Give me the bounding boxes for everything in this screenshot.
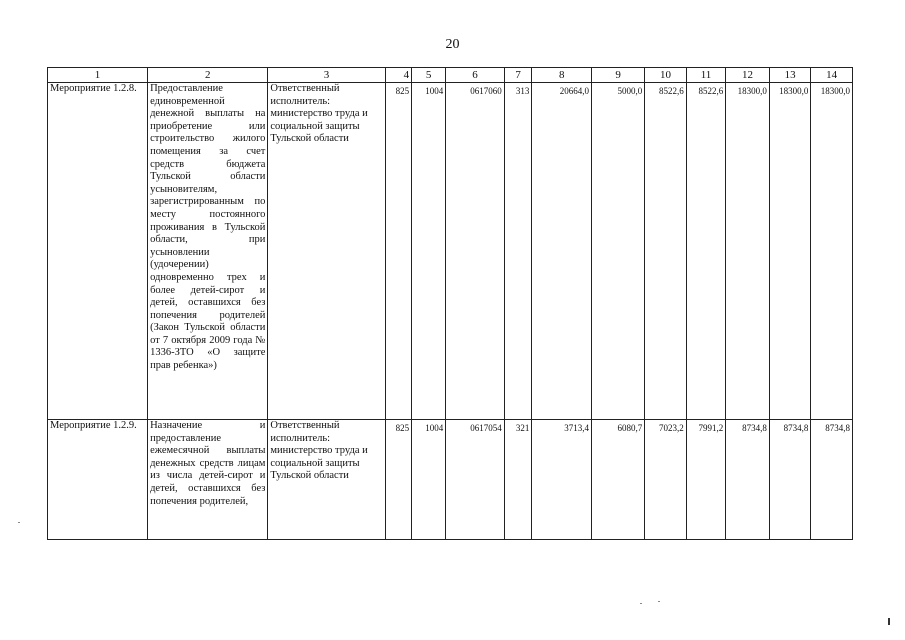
value-cell: 825 bbox=[385, 83, 412, 420]
value-cell: 825 bbox=[385, 420, 412, 540]
value-cell: 7991,2 bbox=[686, 420, 725, 540]
event-cell: Мероприятие 1.2.8. bbox=[48, 83, 148, 420]
value-cell: 8734,8 bbox=[726, 420, 770, 540]
header-row bbox=[48, 68, 853, 83]
value-cell: 1004 bbox=[412, 420, 446, 540]
col-header: 6 bbox=[446, 68, 505, 83]
executor-cell: Ответственный исполнитель: министерство труда и социальной защиты Тульской области bbox=[268, 420, 385, 540]
col-header: 4 bbox=[385, 68, 412, 83]
value-cell: 7023,2 bbox=[645, 420, 687, 540]
value-cell: 18300,0 bbox=[726, 83, 770, 420]
col-header: 14 bbox=[811, 68, 853, 83]
value-cell: 313 bbox=[504, 83, 532, 420]
col-header: 2 bbox=[148, 68, 268, 83]
col-header: 8 bbox=[532, 68, 592, 83]
value-cell: 18300,0 bbox=[769, 83, 811, 420]
value-cell: 321 bbox=[504, 420, 532, 540]
value-cell: 0617060 bbox=[446, 83, 505, 420]
value-cell: 0617054 bbox=[446, 420, 505, 540]
event-cell: Мероприятие 1.2.9. bbox=[48, 420, 148, 540]
executor-cell: Ответственный исполнитель: министерство труда и социальной защиты Тульской области bbox=[268, 83, 385, 420]
value-cell: 8734,8 bbox=[769, 420, 811, 540]
table-row bbox=[48, 83, 853, 420]
scan-speck bbox=[888, 618, 890, 625]
value-cell: 18300,0 bbox=[811, 83, 853, 420]
col-header: 11 bbox=[686, 68, 725, 83]
col-header: 7 bbox=[504, 68, 532, 83]
description-cell: Назначение и предоставление ежемесячной выплаты денежных средств лицам из числа детей-сирот и детей, оставшихся без попечения родителей, bbox=[148, 420, 268, 540]
scan-speck bbox=[18, 522, 20, 523]
col-header: 13 bbox=[769, 68, 811, 83]
col-header: 1 bbox=[48, 68, 148, 83]
col-header: 10 bbox=[645, 68, 687, 83]
scan-speck bbox=[658, 601, 660, 602]
table-row bbox=[48, 420, 853, 540]
value-cell: 8522,6 bbox=[686, 83, 725, 420]
col-header: 5 bbox=[412, 68, 446, 83]
page-number: 20 bbox=[445, 37, 460, 52]
value-cell: 8522,6 bbox=[645, 83, 687, 420]
value-cell: 20664,0 bbox=[532, 83, 592, 420]
value-cell: 1004 bbox=[412, 83, 446, 420]
scan-speck bbox=[640, 603, 642, 604]
budget-table bbox=[47, 67, 853, 540]
col-header: 9 bbox=[592, 68, 645, 83]
value-cell: 6080,7 bbox=[592, 420, 645, 540]
value-cell: 3713,4 bbox=[532, 420, 592, 540]
col-header: 12 bbox=[726, 68, 770, 83]
col-header: 3 bbox=[268, 68, 385, 83]
value-cell: 8734,8 bbox=[811, 420, 853, 540]
description-cell: Предоставление единовременной денежной выплаты на приобретение или строительство жилого помещения за счет средств бюджета Тульской области усыновителям, зарегистрированным по месту постоянного проживания в Тульской области, при усыновлении (удочерении) одновременно трех и более детей-сирот и детей, оставшихся без попечения родителей (Закон Тульской области от 7 октября 2009 года № 1336-ЗТО «О защите прав ребенка») bbox=[148, 83, 268, 420]
value-cell: 5000,0 bbox=[592, 83, 645, 420]
